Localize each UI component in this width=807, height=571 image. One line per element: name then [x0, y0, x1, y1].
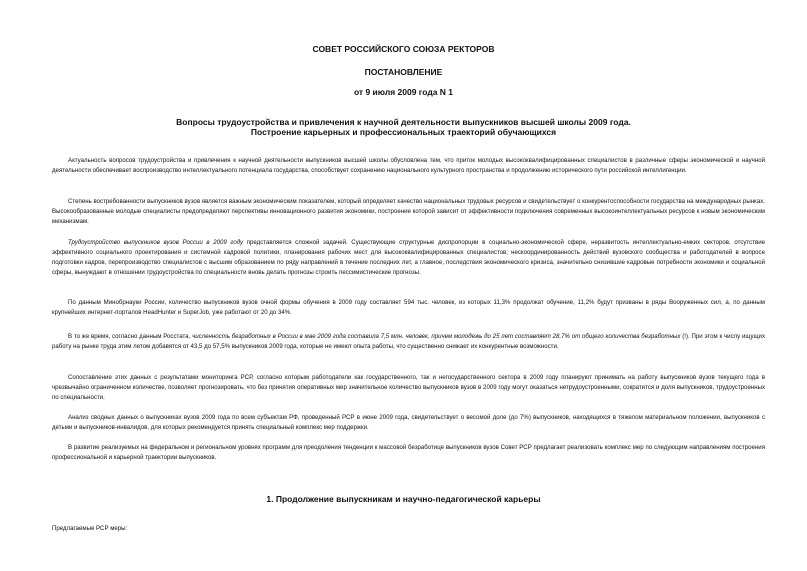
paragraph-5-text: (!). При этом к числу ищущих работу на рынке труда этим летом добавятся от 43,5 до 57,5% выпускников 2009 года, которые не имеют опыта работы, что существенно снижает их конкурентные возможности.: [52, 333, 766, 350]
paragraph-8: В развитие реализуемых на федеральном и региональном уровнях программ для преодоления тенденции к массовой безработице выпускников вузов Совет РСР предлагает реализовать комплекс мер по следующим направлениям построения профессиональной и карьерной траектории выпускников.: [52, 444, 765, 461]
paragraph-5: [52, 332, 765, 352]
section-1-heading: 1. Продолжение выпускникам и научно-педагогической карьеры: [266, 494, 541, 504]
paragraph-2: Степень востребованности выпускников вузов является важным экономическим показателем, который определяет качество национальных трудовых ресурсов и свидетельствует о конкурентоспособности государства на международных рынках. Высокообразованные молодые специалисты предопределяют перспективы инновационного развития экономики, построение которой зависит от эффективности подключения современных высокоинтеллектуальных ресурсов к новым экономическим механизмам.: [52, 198, 765, 225]
doc-date: от 9 июля 2009 года N 1: [353, 87, 454, 97]
org-heading: СОВЕТ РОССИЙСКОГО СОЮЗА РЕКТОРОВ: [312, 44, 495, 54]
doc-title-line-1: Вопросы трудоустройства и привлечения к научной деятельности выпускников высшей школы 2009 года.: [176, 117, 631, 127]
paragraph-1: Актуальность вопросов трудоустройства и привлечения к научной деятельности выпускников высшей школы обусловлена тем, что приток молодых высококвалифицированных специалистов в различные сферы экономической и научной деятельности обеспечивает воспроизводство интеллектуального потенциала государства, способствует сохранению национального культурного пространства и продолжению исторического пути российской интеллигенции.: [52, 157, 765, 174]
paragraph-3-text: представляется сложной задачей. Существующие структурные диспропорции в социально-экономической сфере, неразвитость интеллектуально-емких секторов, отсутствие эффективного социального проектирования и системной кадровой политики, планирования рабочих мест для высококвалифицированных специалистов; нескоординированность действий вузовского сообщества и работодателей в вопросе подготовки кадров, перепроизводство специалистов с высшим образованием по ряду направлений в течение последних лет, а главное, последствия экономического кризиса, значительно снизившие кадровые потребности экономики и социальной сферы, вынуждают в отношении трудоустройства по специальности вновь делать прогнозы строить пессимистические прогнозы.: [52, 239, 766, 276]
paragraph-3: [52, 238, 765, 278]
doc-title-line-2: Построение карьерных и профессиональных траекторий обучающихся: [250, 127, 557, 137]
doc-type-heading: ПОСТАНОВЛЕНИЕ: [364, 67, 443, 77]
paragraph-5-emphasis: численность безработных в России в мае 2009 года составила 7,5 млн. человек, причем молодежь до 25 лет составляет 28,7% от общего количества безработных: [192, 333, 681, 340]
paragraph-6: Сопоставление этих данных с результатами мониторинга РСР, согласно которым работодатели как государственного, так и негосударственного сектора в 2009 году планируют принимать на работу выпускников вузов текущего года в чрезвычайно ограниченном количестве, позволяет прогнозировать, что без принятия оперативных мер значительное количество выпускников вузов в 2009 году могут оказаться нетрудоустроенными, сократится и доля выпускников, трудоустроенных по специальности.: [52, 374, 765, 401]
section-1-intro: Предлагаемые РСР меры:: [52, 525, 128, 532]
paragraph-4: По данным Минобрнауки России, количество выпускников вузов очной формы обучения в 2009 году составляет 594 тыс. человек, из которых 11,3% продолжат обучение, 11,2% будут призваны в ряды Вооруженных сил, а, по данным крупнейших интернет-порталов HeadHunter и SuperJob, уже работают от 20 до 34%.: [52, 299, 765, 316]
paragraph-3-emphasis: Трудоустройство выпускников вузов России в 2009 году: [68, 239, 244, 246]
paragraph-5-lead: В то же время, согласно данным Росстата,: [68, 333, 193, 340]
paragraph-7: Анализ сводных данных о выпускниках вузов 2009 года по всем субъектам РФ, проведенный РСР в июне 2009 года, свидетельствует о весомой доле (до 7%) выпускников, находящихся в тяжелом материальном положении, выпускников с детьми и выпускников-инвалидов, для которых рекомендуется принять специальный комплекс мер поддержки.: [52, 414, 765, 431]
